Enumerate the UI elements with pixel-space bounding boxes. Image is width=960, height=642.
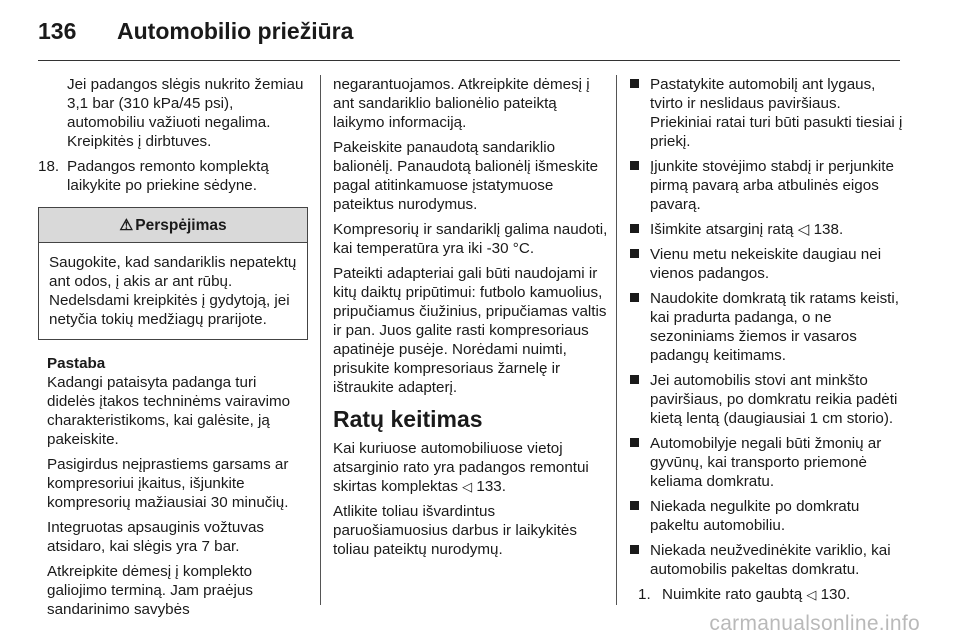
list-item	[628, 220, 903, 239]
list-item	[628, 157, 903, 214]
bullet-text: Įjunkite stovėjimo stabdį ir perjunkite pirmą pavarą arba atbulinės eigos pavarą.	[650, 158, 894, 213]
list-item-text: Padangos remonto komplektą laikykite po priekine sėdyne.	[67, 158, 269, 194]
step-1	[628, 585, 903, 604]
bullet-square-icon	[630, 293, 639, 302]
column-3	[628, 75, 903, 610]
header-divider	[38, 60, 900, 61]
page-title: Automobilio priežiūra	[117, 18, 354, 44]
list-item-18	[38, 157, 308, 195]
bullet-text: Išimkite atsarginį ratą ◁ 138.	[650, 221, 844, 238]
warning-title: Perspėjimas	[135, 217, 227, 234]
list-item	[628, 75, 903, 151]
bullet-square-icon	[630, 501, 639, 510]
section-heading: Ratų keitimas	[333, 406, 483, 432]
page-reference-icon: ◁	[462, 479, 473, 494]
paragraph-text: Kai kuriuose automobiliuose vietoj atsarginio rato yra padangos remontui skirtas komplektas	[333, 440, 589, 495]
paragraph-pressure: Jei padangos slėgis nukrito žemiau 3,1 bar (310 kPa/45 psi), automobiliu važiuoti negalima. Kreipkitės į dirbtuves.	[67, 76, 304, 150]
bullet-text: Pastatykite automobilį ant lygaus, tvirto ir neslidaus paviršiaus. Priekiniai ratai turi būti pasukti tiesiai į priekį.	[650, 76, 903, 150]
column-1	[38, 75, 308, 625]
step-number: 1.	[638, 586, 651, 603]
note-paragraph: Integruotas apsauginis vožtuvas atsidaro, kai slėgis yra 7 bar.	[47, 519, 264, 555]
note-block	[38, 354, 308, 619]
note-paragraph: Pasigirdus neįprastiems garsams ar kompresoriui įkaitus, išjunkite kompresorių mažiausiai 30 minučių.	[47, 456, 289, 511]
bullet-text: Niekada neužvedinėkite variklio, kai automobilis pakeltas domkratu.	[650, 542, 891, 578]
bullet-text: Vienu metu nekeiskite daugiau nei vienos padangos.	[650, 246, 882, 282]
watermark: carmanualsonline.info	[709, 612, 920, 635]
note-paragraph: Kadangi pataisyta padanga turi didelės įtakos techninėms vairavimo charakteristikoms, kai galėsite, ją pakeiskite.	[47, 374, 291, 448]
list-item	[628, 371, 903, 428]
list-item	[628, 245, 903, 283]
note-paragraph: Atkreipkite dėmesį į komplekto galiojimo terminą. Jam praėjus sandarinimo savybės	[47, 563, 253, 618]
paragraph: Pakeiskite panaudotą sandariklio balionėlį. Panaudotą balionėlį išmeskite pagal atitinkamuose įstatymuose pateiktus nurodymus.	[333, 139, 599, 213]
paragraph: Pateikti adapteriai gali būti naudojami ir kitų daiktų pripūtimui: futbolo kamuolius, pripučiamus čiužinius, pripučiamas valtis ir pan. Juos galite rasti kompresoriaus apatinėje pusėje. Norėdami nuimti, prisukite kompresoriaus žarnelę ir ištraukite adapterį.	[333, 265, 607, 396]
bullet-square-icon	[630, 438, 639, 447]
step-text-wrap	[662, 585, 850, 604]
bullet-square-icon	[630, 224, 639, 233]
bullet-square-icon	[630, 375, 639, 384]
bullet-square-icon	[630, 545, 639, 554]
bullet-square-icon	[630, 161, 639, 170]
step-text: Nuimkite rato gaubtą	[662, 586, 803, 603]
bullet-text: Jei automobilis stovi ant minkšto paviršiaus, po domkratu reikia padėti kietą lentą (daugiausiai 1 cm storio).	[650, 372, 898, 427]
paragraph: Atlikite toliau išvardintus paruošiamuosius darbus ir laikykitės toliau pateiktų nurodymų.	[333, 503, 577, 558]
bullet-text: Naudokite domkratą tik ratams keisti, kai pradurta padanga, o ne sezoniniams žiemos ir vasaros padangų keitimams.	[650, 290, 899, 364]
page-reference-icon: ◁	[806, 587, 817, 602]
warning-header	[39, 208, 307, 243]
paragraph-repair-kit	[333, 439, 608, 496]
page-number: 136	[38, 18, 77, 44]
list-item	[628, 434, 903, 491]
page-reference-link[interactable]: 130.	[820, 586, 851, 603]
warning-text: Saugokite, kad sandariklis nepatektų ant odos, į akis ar ant rūbų. Nedelsdami kreipkitės į gydytoją, jei netyčia tokių medžiagų prarijote.	[49, 254, 297, 328]
bullet-text: Automobilyje negali būti žmonių ar gyvūnų, kai transporto priemonė keliama domkratu.	[650, 435, 882, 490]
paragraph: negarantuojamos. Atkreipkite dėmesį į ant sandariklio balionėlio pateiktą laikymo informaciją.	[333, 76, 590, 131]
column-divider-1	[320, 75, 321, 605]
page-reference-link[interactable]: 133.	[476, 478, 506, 495]
list-item	[628, 497, 903, 535]
column-2	[333, 75, 608, 565]
bullet-square-icon	[630, 249, 639, 258]
paragraph: Kompresorių ir sandariklį galima naudoti, kai temperatūra yra iki -30 °C.	[333, 221, 608, 257]
warning-triangle-icon: ⚠	[119, 217, 134, 234]
bullet-text: Niekada negulkite po domkratu pakeltu automobiliu.	[650, 498, 860, 534]
list-number: 18.	[38, 158, 60, 175]
list-item	[628, 289, 903, 365]
list-item	[628, 541, 903, 579]
warning-box	[38, 207, 308, 340]
note-title: Pastaba	[47, 355, 106, 372]
page-header	[0, 0, 960, 62]
bullet-square-icon	[630, 79, 639, 88]
column-divider-2	[616, 75, 617, 605]
